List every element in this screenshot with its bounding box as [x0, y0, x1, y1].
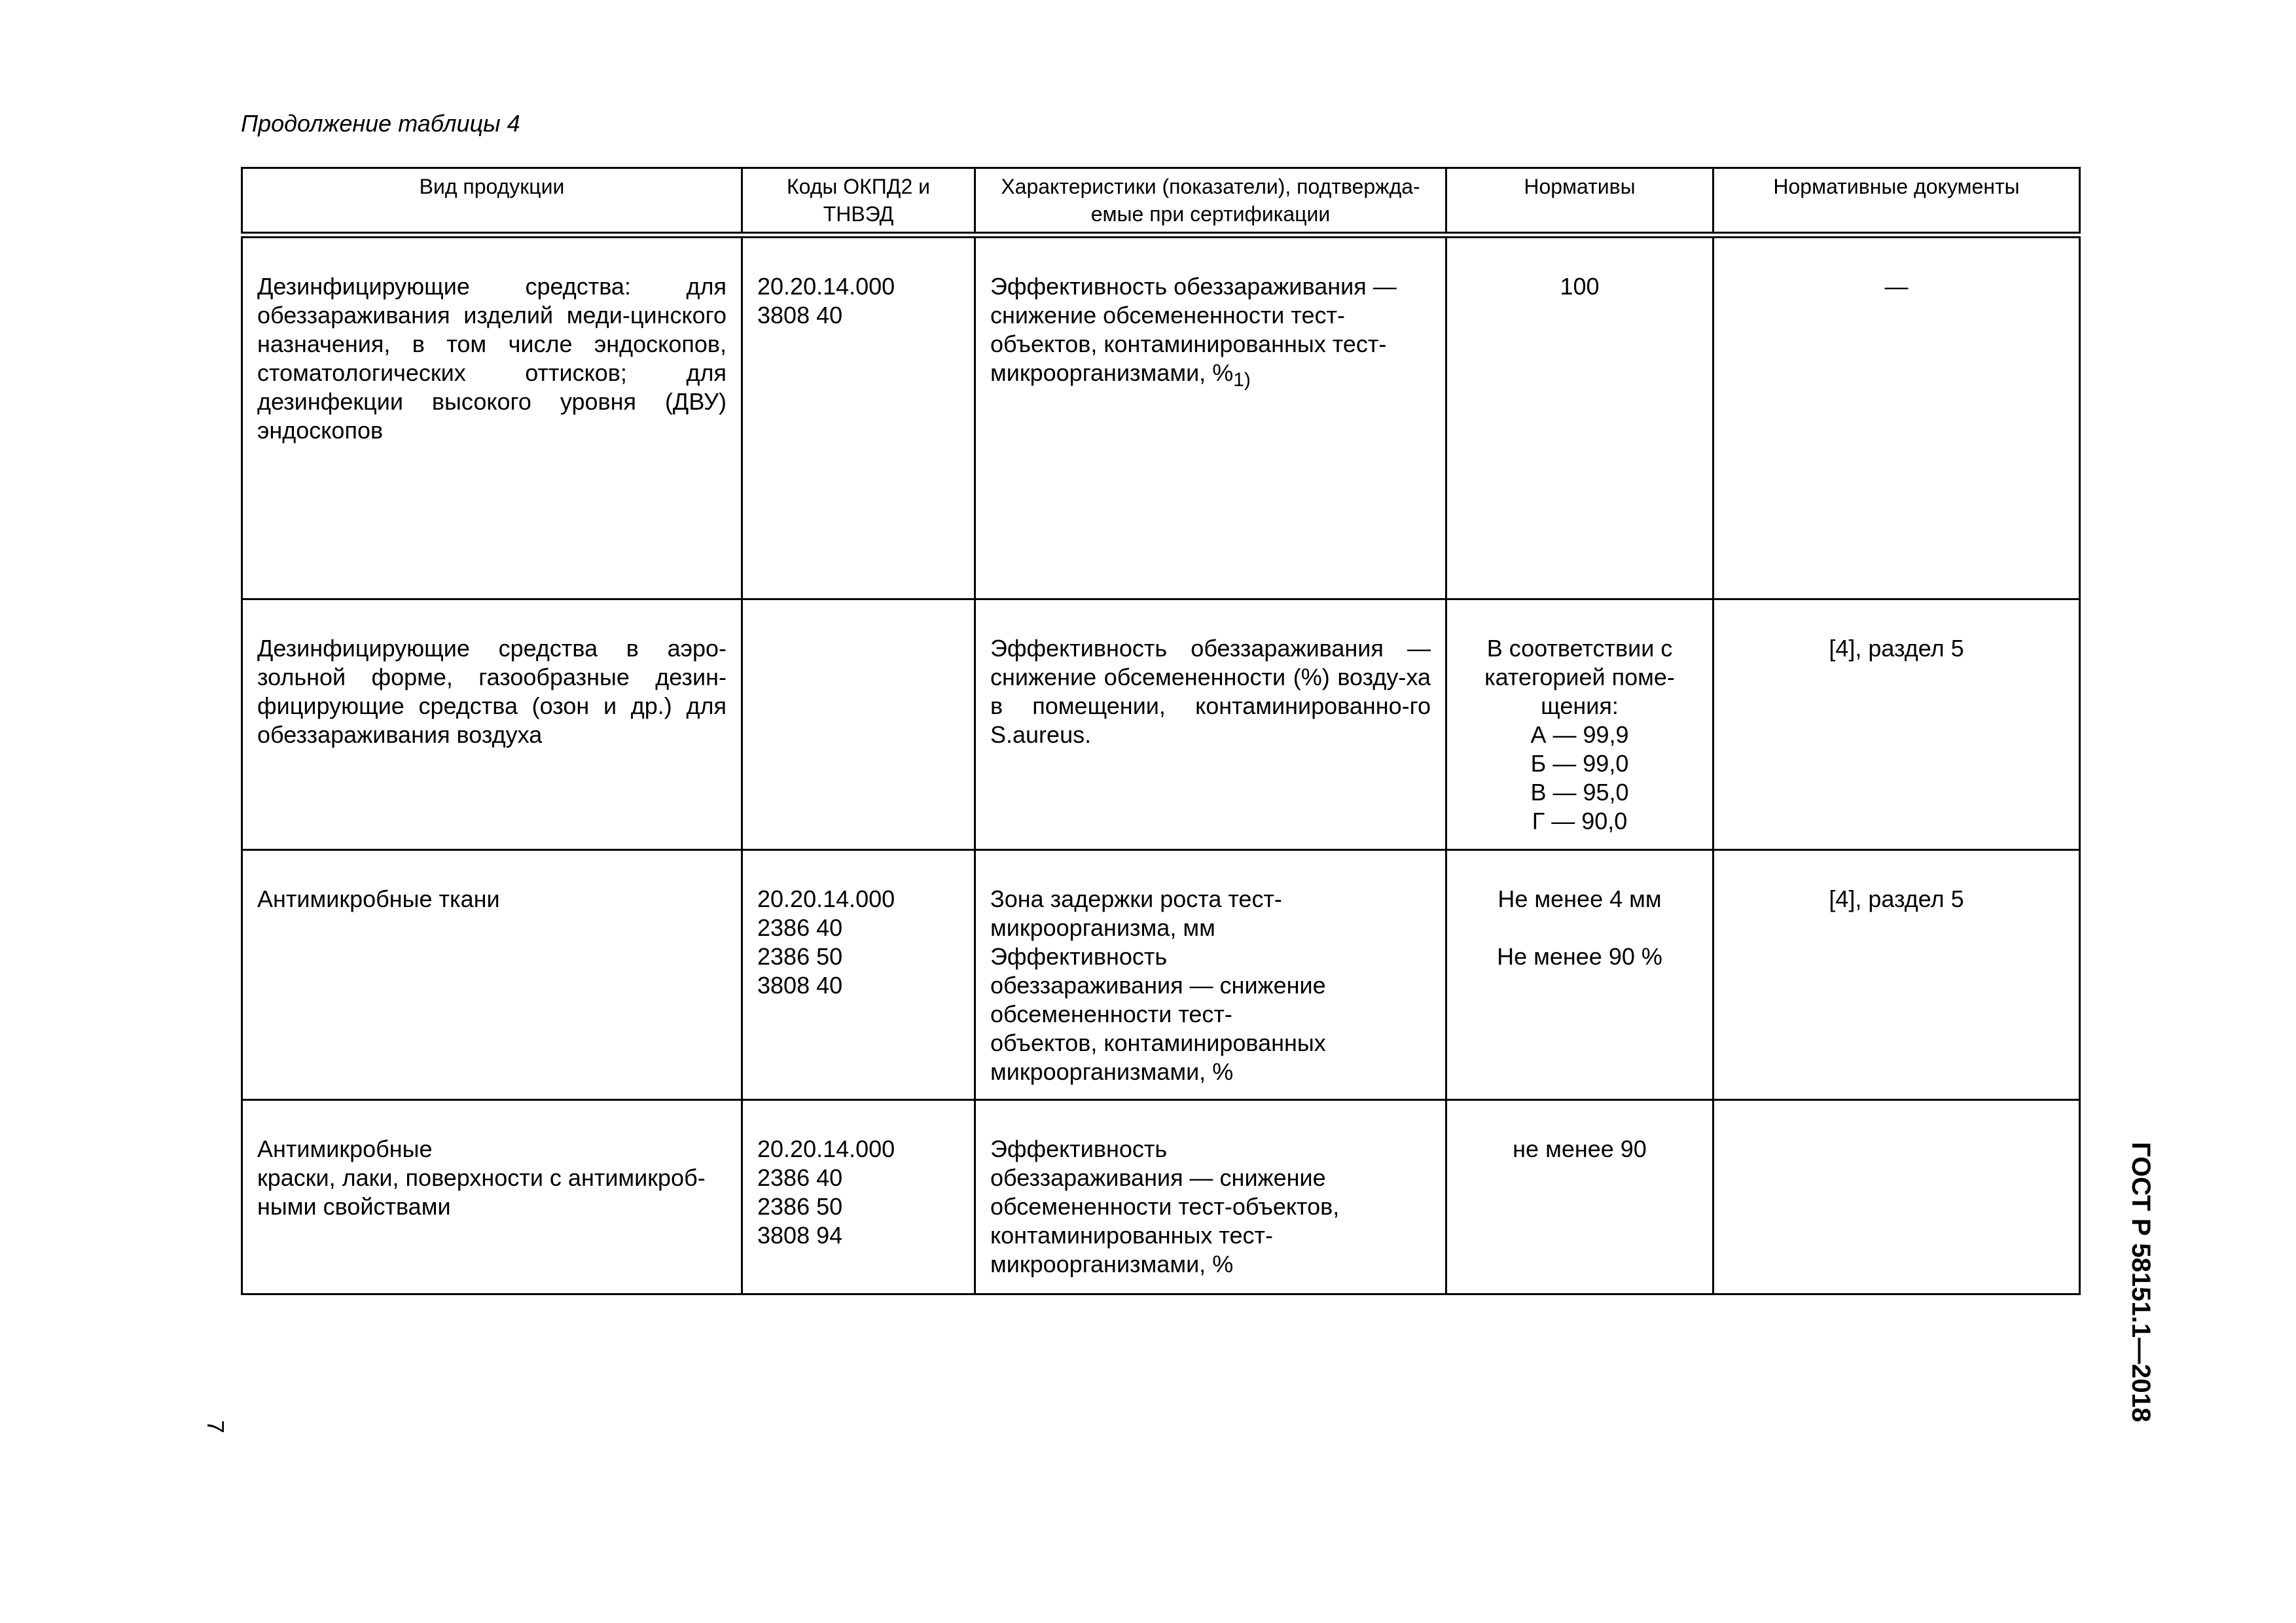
- header-codes: Коды ОКПД2 и ТНВЭД: [742, 168, 975, 236]
- header-norms: Нормативы: [1446, 168, 1713, 236]
- documents-cell: [1713, 849, 2080, 1099]
- product-cell: [242, 1099, 742, 1294]
- characteristics-cell: [975, 1099, 1446, 1294]
- norms-cell: [1446, 235, 1713, 599]
- documents-cell: [1713, 235, 2080, 599]
- norm-spacer: [1462, 914, 1698, 942]
- characteristics-cell: [975, 849, 1446, 1099]
- codes-cell: [742, 599, 975, 849]
- table-header-row: [242, 168, 2080, 236]
- product-cell: [242, 235, 742, 599]
- product-cell: [242, 849, 742, 1099]
- header-characteristics: Характеристики (показатели), подтвержда-емые при сертификации: [975, 168, 1446, 236]
- codes-text: 20.20.14.000 3808 40: [757, 273, 895, 329]
- documents-text: [4], раздел 5: [1829, 634, 1964, 662]
- codes-cell: [742, 1099, 975, 1294]
- codes-text: 20.20.14.000 2386 40 2386 50 3808 94: [757, 1135, 895, 1249]
- norm-line: Не менее 4 мм: [1498, 885, 1662, 912]
- table-row: [242, 599, 2080, 849]
- product-text: Дезинфицирующие средства в аэро-зольной форме, газообразные дезин-фицирующие средства (озон и др.) для обеззараживания воздуха: [257, 634, 726, 748]
- product-text: Антимикробные краски, лаки, поверхности с антимикроб- ными свойствами: [257, 1135, 706, 1220]
- norm-line: 100: [1560, 273, 1600, 300]
- table-row: [242, 1099, 2080, 1294]
- documents-text: [4], раздел 5: [1829, 885, 1964, 912]
- norm-line: категорией поме-: [1484, 663, 1675, 690]
- characteristics-cell: [975, 235, 1446, 599]
- characteristics-text: Эффективность обеззараживания — снижение обсемененности (%) возду-ха в помещении, контаминированно-го S.aureus.: [990, 634, 1431, 748]
- documents-text: —: [1884, 273, 1909, 300]
- table-caption: Продолжение таблицы 4: [241, 110, 520, 137]
- codes-text: 20.20.14.000 2386 40 2386 50 3808 40: [757, 885, 895, 999]
- certification-table: [241, 167, 2081, 1295]
- characteristics-text: Эффективность обеззараживания — снижение обсемененности тест-объектов, контаминированных тест-микроорганизмами, %: [990, 273, 1397, 386]
- header-documents: Нормативные документы: [1713, 168, 2080, 236]
- norm-line: не менее 90: [1513, 1135, 1647, 1162]
- product-text: Дезинфицирующие средства: для обеззараживания изделий меди-цинского назначения, в том числе эндоскопов, стоматологических оттисков; для дезинфекции высокого уровня (ДВУ) эндоскопов: [257, 273, 726, 444]
- product-cell: [242, 599, 742, 849]
- norm-line: Г — 90,0: [1532, 807, 1628, 834]
- footnote-mark: 1): [1233, 369, 1251, 391]
- characteristics-cell: [975, 599, 1446, 849]
- norms-cell: [1446, 599, 1713, 849]
- norm-line: В — 95,0: [1530, 778, 1629, 806]
- norm-line: Не менее 90 %: [1497, 942, 1662, 970]
- norms-cell: [1446, 849, 1713, 1099]
- document-standard-id: ГОСТ Р 58151.1—2018: [2126, 1142, 2155, 1423]
- table-row: [242, 235, 2080, 599]
- codes-cell: [742, 849, 975, 1099]
- norm-line: щения:: [1541, 692, 1619, 719]
- page-number: 7: [202, 1420, 229, 1434]
- documents-cell: [1713, 1099, 2080, 1294]
- documents-cell: [1713, 599, 2080, 849]
- characteristics-text: Эффективность обеззараживания — снижение обсемененности тест-объектов, контаминированных тест- микроорганизмами, %: [990, 1135, 1340, 1277]
- norms-cell: [1446, 1099, 1713, 1294]
- table-row: [242, 849, 2080, 1099]
- codes-cell: [742, 235, 975, 599]
- characteristics-text: Зона задержки роста тест- микроорганизма, мм Эффективность обеззараживания — снижение обсемененности тест- объектов, контаминированных микроорганизмами, %: [990, 885, 1326, 1085]
- header-product: Вид продукции: [242, 168, 742, 236]
- norm-line: А — 99,9: [1530, 721, 1629, 748]
- product-text: Антимикробные ткани: [257, 885, 500, 912]
- norm-line: Б — 99,0: [1530, 749, 1629, 777]
- norm-line: В соответствии с: [1486, 634, 1673, 662]
